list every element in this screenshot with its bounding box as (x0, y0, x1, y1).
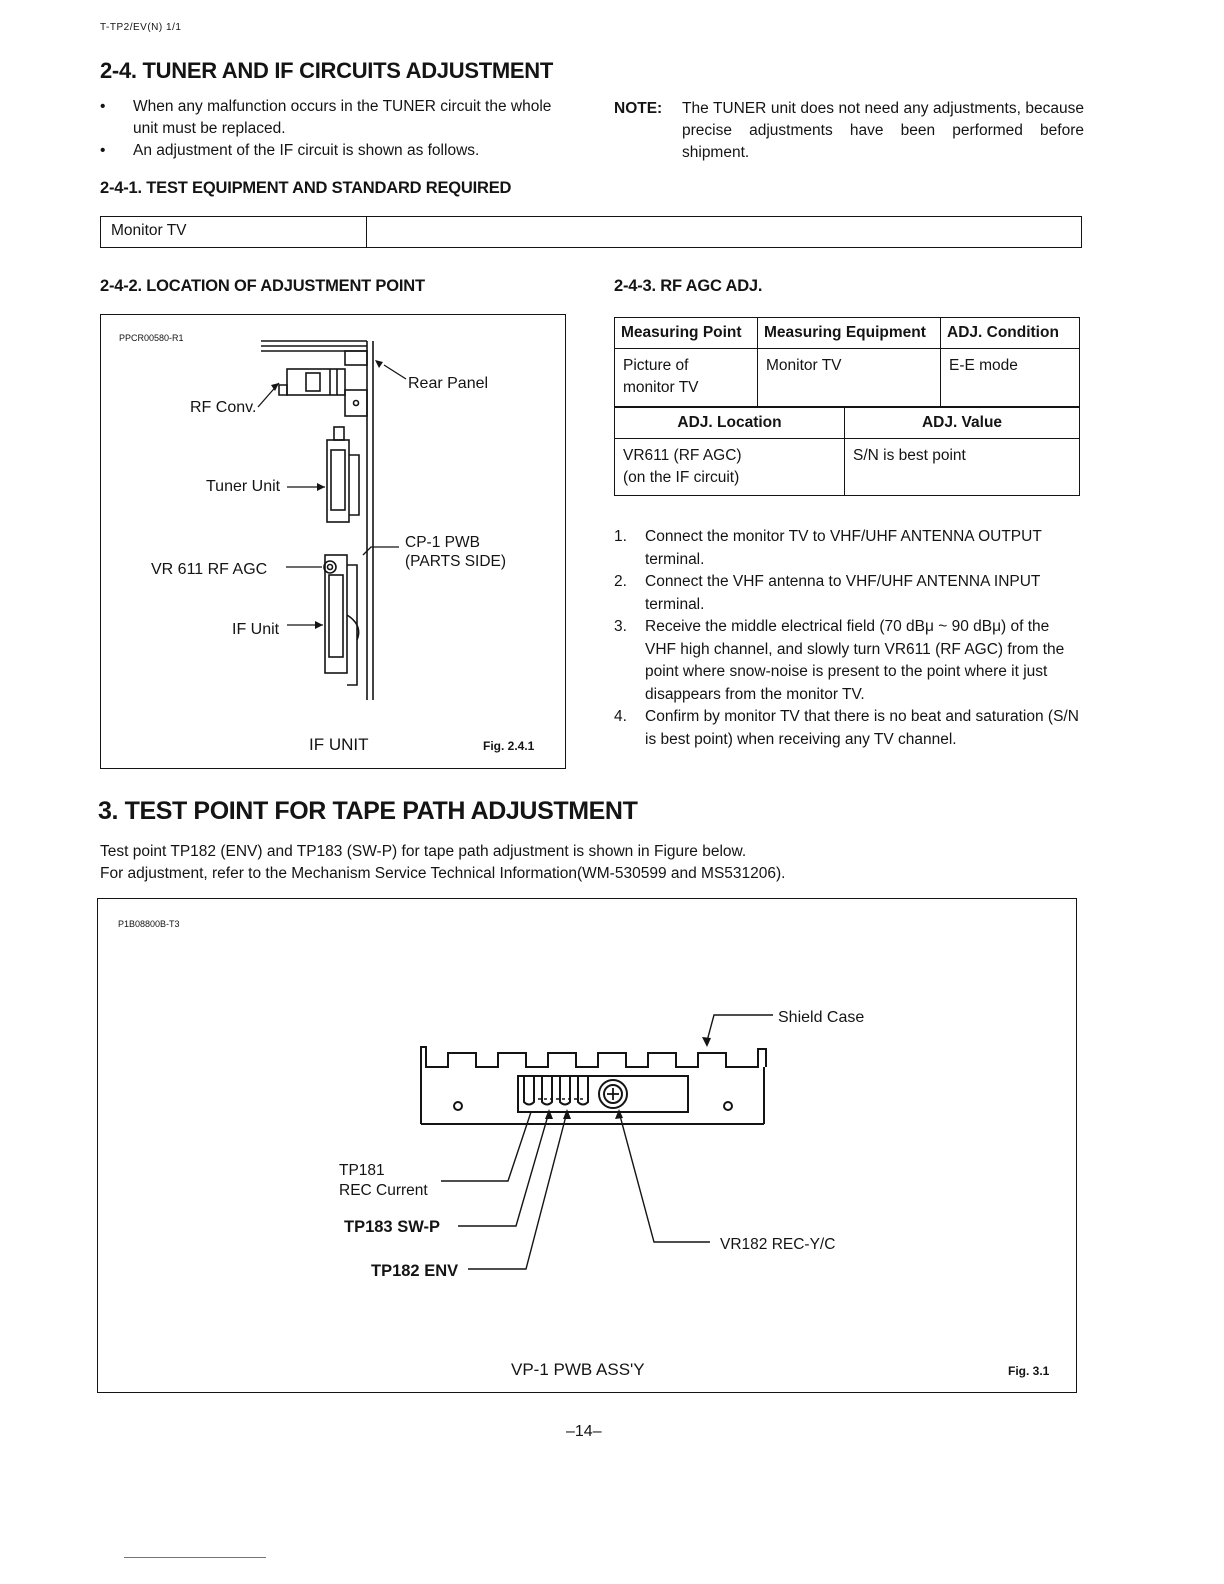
cell-adj-condition: E-E mode (941, 349, 1080, 407)
procedure-steps (614, 526, 1084, 751)
figure-part-code: PPCR00580-R1 (119, 333, 184, 343)
label-vr182: VR182 REC-Y/C (720, 1236, 836, 1253)
equipment-table (100, 216, 1082, 248)
figure-2-4-1 (100, 314, 566, 769)
step-item: 3. Receive the middle electrical field (70 dBμ ~ 90 dBμ) of the VHF high channel, and slowly turn VR611 (RF AGC) from the point where snow-noise is present to the point where it just disappears from the monitor TV. (614, 618, 1065, 703)
header-adj-location: ADJ. Location (615, 408, 845, 439)
document-code: T-TP2/EV(N) 1/1 (100, 22, 182, 33)
figure-3-1 (97, 898, 1077, 1393)
figure-caption: VP-1 PWB ASS'Y (511, 1360, 645, 1379)
cell-adj-location: VR611 (RF AGC) (on the IF circuit) (615, 439, 845, 496)
label-cp1-pwb: CP-1 PWB (405, 534, 480, 551)
equipment-cell: Monitor TV (101, 217, 367, 247)
bullet-item: • An adjustment of the IF circuit is shown as follows. (100, 140, 580, 162)
figure-number: Fig. 2.4.1 (483, 739, 535, 753)
section-3-intro: Test point TP182 (ENV) and TP183 (SW-P) for tape path adjustment is shown in Figure below. For adjustment, refer to the Mechanism Service Technical Information(WM-530599 and MS531206). (100, 843, 786, 882)
label-if-unit: IF Unit (232, 621, 280, 638)
note-label: NOTE: (614, 100, 663, 117)
label-tuner-unit: Tuner Unit (206, 478, 281, 495)
label-parts-side: (PARTS SIDE) (405, 553, 507, 570)
header-measuring-point: Measuring Point (615, 318, 758, 349)
subsection-title-2-4-1: 2-4-1. TEST EQUIPMENT AND STANDARD REQUIRED (100, 179, 512, 197)
subsection-title-2-4-2: 2-4-2. LOCATION OF ADJUSTMENT POINT (100, 277, 425, 295)
label-shield-case: Shield Case (778, 1009, 865, 1026)
section-title-2-4: 2-4. TUNER AND IF CIRCUITS ADJUSTMENT (100, 58, 553, 83)
bullet-list (100, 96, 580, 162)
cell-measuring-point: Picture of monitor TV (615, 349, 758, 407)
cell-measuring-equipment: Monitor TV (758, 349, 941, 407)
vp1-pwb-diagram (98, 899, 1078, 1394)
rf-agc-table-top (614, 317, 1080, 407)
label-tp181: TP181 (339, 1162, 385, 1179)
label-tp183: TP183 SW-P (344, 1218, 440, 1236)
note-text: The TUNER unit does not need any adjustments, because precise adjustments have been performed before shipment. (682, 100, 1084, 161)
step-item: 1. Connect the monitor TV to VHF/UHF ANTENNA OUTPUT terminal. (614, 528, 1042, 568)
label-vr611: VR 611 RF AGC (151, 561, 268, 578)
section-title-3: 3. TEST POINT FOR TAPE PATH ADJUSTMENT (98, 797, 638, 825)
label-rec-current: REC Current (339, 1182, 428, 1199)
figure-caption: IF UNIT (309, 735, 369, 754)
step-item: 2. Connect the VHF antenna to VHF/UHF ANTENNA INPUT terminal. (614, 573, 1041, 613)
subsection-title-2-4-3: 2-4-3. RF AGC ADJ. (614, 277, 763, 295)
label-rear-panel: Rear Panel (408, 375, 489, 392)
page-number: –14– (566, 1423, 602, 1440)
header-adj-condition: ADJ. Condition (941, 318, 1080, 349)
if-unit-diagram (101, 315, 567, 770)
rf-agc-table-bottom (614, 407, 1080, 496)
header-measuring-equipment: Measuring Equipment (758, 318, 941, 349)
label-tp182: TP182 ENV (371, 1262, 459, 1280)
header-adj-value: ADJ. Value (845, 408, 1080, 439)
figure-number: Fig. 3.1 (1008, 1364, 1050, 1378)
figure-part-code: P1B08800B-T3 (118, 919, 180, 929)
cell-adj-value: S/N is best point (845, 439, 1080, 496)
label-rf-conv: RF Conv. (190, 399, 257, 416)
step-item: 4. Confirm by monitor TV that there is no beat and saturation (S/N is best point) when receiving any TV channel. (614, 708, 1079, 748)
bullet-item: • When any malfunction occurs in the TUNER circuit the whole unit must be replaced. (100, 96, 580, 140)
footer-rule (124, 1557, 266, 1558)
